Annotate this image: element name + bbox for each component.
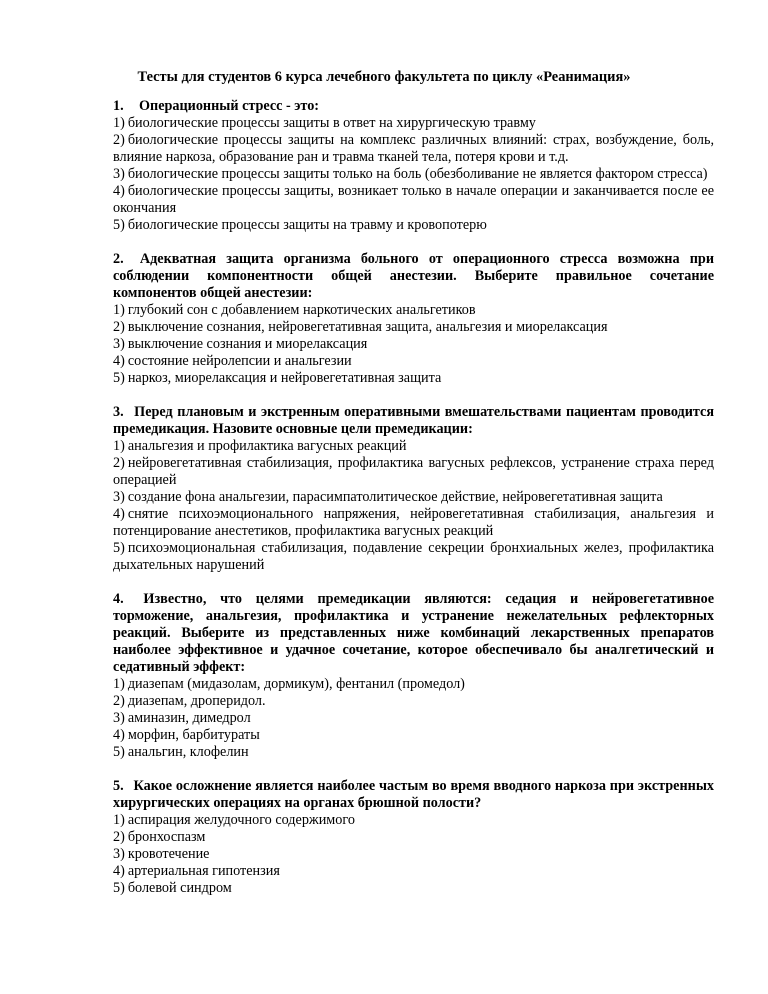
option-text: диазепам (мидазолам, дормикум), фентанил (промедол): [127, 676, 465, 692]
question-3: [113, 404, 714, 574]
question-1: [113, 98, 714, 234]
answer-option: [113, 540, 714, 574]
option-text: биологические процессы защиты только на боль (обезболивание не является фактором стресса): [127, 166, 708, 182]
option-text: морфин, барбитураты: [127, 727, 260, 743]
option-number: 5): [113, 880, 125, 896]
option-number: 4): [113, 863, 125, 879]
option-text: биологические процессы защиты в ответ на хирургическую травму: [127, 115, 536, 131]
option-number: 3): [113, 166, 125, 182]
option-text: аминазин, димедрол: [127, 710, 251, 726]
answer-options: [113, 115, 714, 234]
option-number: 1): [113, 115, 125, 131]
option-number: 3): [113, 489, 125, 505]
answer-option: [113, 353, 714, 370]
option-text: снятие психоэмоционального напряжения, нейровегетативная стабилизация, анальгезия и потенцирование анестетиков, профилактика вагусных реакций: [113, 506, 714, 539]
option-number: 2): [113, 693, 125, 709]
answer-option: [113, 438, 714, 455]
option-text: биологические процессы защиты на комплекс различных влияний: страх, возбуждение, боль, влияние наркоза, образование ран и травма тканей тела, потеря крови и т.д.: [113, 132, 714, 165]
option-text: выключение сознания и миорелаксация: [127, 336, 368, 352]
answer-option: [113, 217, 714, 234]
option-number: 2): [113, 319, 125, 335]
option-text: наркоз, миорелаксация и нейровегетативная защита: [127, 370, 442, 386]
option-number: 5): [113, 217, 125, 233]
option-number: 5): [113, 744, 125, 760]
question-header: [113, 591, 714, 676]
option-text: диазепам, дроперидол.: [127, 693, 266, 709]
question-number: 4.: [113, 591, 124, 607]
question-text: Известно, что целями премедикации являются: седация и нейровегетативное торможение, анальгезия, профилактика и устранение нежелательных рефлекторных реакций. Выберите из представленных ниже комбинаций лекарственных препаратов наиболее эффективное и удачное сочетание, которое обеспечивало бы аналгетический и седативный эффект:: [113, 591, 715, 675]
answer-option: [113, 132, 714, 166]
option-number: 4): [113, 727, 125, 743]
question-header: [113, 778, 714, 812]
option-number: 4): [113, 183, 125, 199]
option-text: создание фона анальгезии, парасимпатолитическое действие, нейровегетативная защита: [127, 489, 663, 505]
answer-option: [113, 744, 714, 761]
option-text: биологические процессы защиты на травму и кровопотерю: [127, 217, 487, 233]
question-2: [113, 251, 714, 387]
document-title: Тесты для студентов 6 курса лечебного факультета по циклу «Реанимация»: [137, 69, 631, 85]
answer-option: [113, 336, 714, 353]
option-number: 1): [113, 676, 125, 692]
question-number: 5.: [113, 778, 124, 794]
answer-option: [113, 676, 714, 693]
question-5: [113, 778, 714, 897]
question-header: [113, 98, 714, 115]
answer-option: [113, 710, 714, 727]
option-text: выключение сознания, нейровегетативная защита, анальгезия и миорелаксация: [127, 319, 608, 335]
option-number: 4): [113, 353, 125, 369]
option-number: 2): [113, 132, 125, 148]
question-4: [113, 591, 714, 761]
option-text: психоэмоциональная стабилизация, подавление секреции бронхиальных желез, профилактика дыхательных нарушений: [113, 540, 714, 573]
question-header: [113, 404, 714, 438]
answer-options: [113, 676, 714, 761]
answer-option: [113, 370, 714, 387]
option-number: 1): [113, 812, 125, 828]
option-text: анальгин, клофелин: [127, 744, 249, 760]
option-text: кровотечение: [127, 846, 210, 862]
answer-option: [113, 863, 714, 880]
option-number: 2): [113, 829, 125, 845]
answer-options: [113, 438, 714, 574]
answer-option: [113, 115, 714, 132]
option-number: 3): [113, 336, 125, 352]
option-text: глубокий сон с добавлением наркотических анальгетиков: [127, 302, 476, 318]
answer-option: [113, 183, 714, 217]
question-text: Адекватная защита организма больного от операционного стресса возможна при соблюдении компонентности общей анестезии. Выберите правильное сочетание компонентов общей анестезии:: [113, 251, 714, 301]
answer-option: [113, 727, 714, 744]
option-number: 1): [113, 438, 125, 454]
test-questions: [113, 98, 714, 914]
option-text: биологические процессы защиты, возникает только в начале операции и заканчивается после ее окончания: [113, 183, 714, 216]
answer-option: [113, 302, 714, 319]
option-text: нейровегетативная стабилизация, профилактика вагусных рефлексов, устранение страха перед операцией: [113, 455, 714, 488]
option-text: бронхоспазм: [127, 829, 206, 845]
answer-option: [113, 506, 714, 540]
question-text: Операционный стресс - это:: [139, 98, 320, 114]
option-number: 5): [113, 540, 125, 556]
answer-option: [113, 812, 714, 829]
question-number: 1.: [113, 98, 124, 114]
answer-option: [113, 166, 714, 183]
option-number: 3): [113, 846, 125, 862]
question-number: 2.: [113, 251, 124, 267]
option-text: аспирация желудочного содержимого: [127, 812, 355, 828]
question-header: [113, 251, 714, 302]
option-number: 2): [113, 455, 125, 471]
answer-option: [113, 880, 714, 897]
answer-option: [113, 846, 714, 863]
option-number: 3): [113, 710, 125, 726]
answer-options: [113, 302, 714, 387]
option-number: 1): [113, 302, 125, 318]
answer-options: [113, 812, 714, 897]
option-text: артериальная гипотензия: [127, 863, 280, 879]
answer-option: [113, 693, 714, 710]
option-text: состояние нейролепсии и анальгезии: [127, 353, 352, 369]
option-text: болевой синдром: [127, 880, 232, 896]
question-number: 3.: [113, 404, 124, 420]
option-text: анальгезия и профилактика вагусных реакций: [127, 438, 407, 454]
answer-option: [113, 455, 714, 489]
option-number: 5): [113, 370, 125, 386]
question-text: Какое осложнение является наиболее частым во время вводного наркоза при экстренных хирургических операциях на органах брюшной полости?: [113, 778, 715, 811]
answer-option: [113, 489, 714, 506]
answer-option: [113, 319, 714, 336]
option-number: 4): [113, 506, 125, 522]
answer-option: [113, 829, 714, 846]
question-text: Перед плановым и экстренным оперативными вмешательствами пациентам проводится премедикация. Назовите основные цели премедикации:: [113, 404, 714, 437]
